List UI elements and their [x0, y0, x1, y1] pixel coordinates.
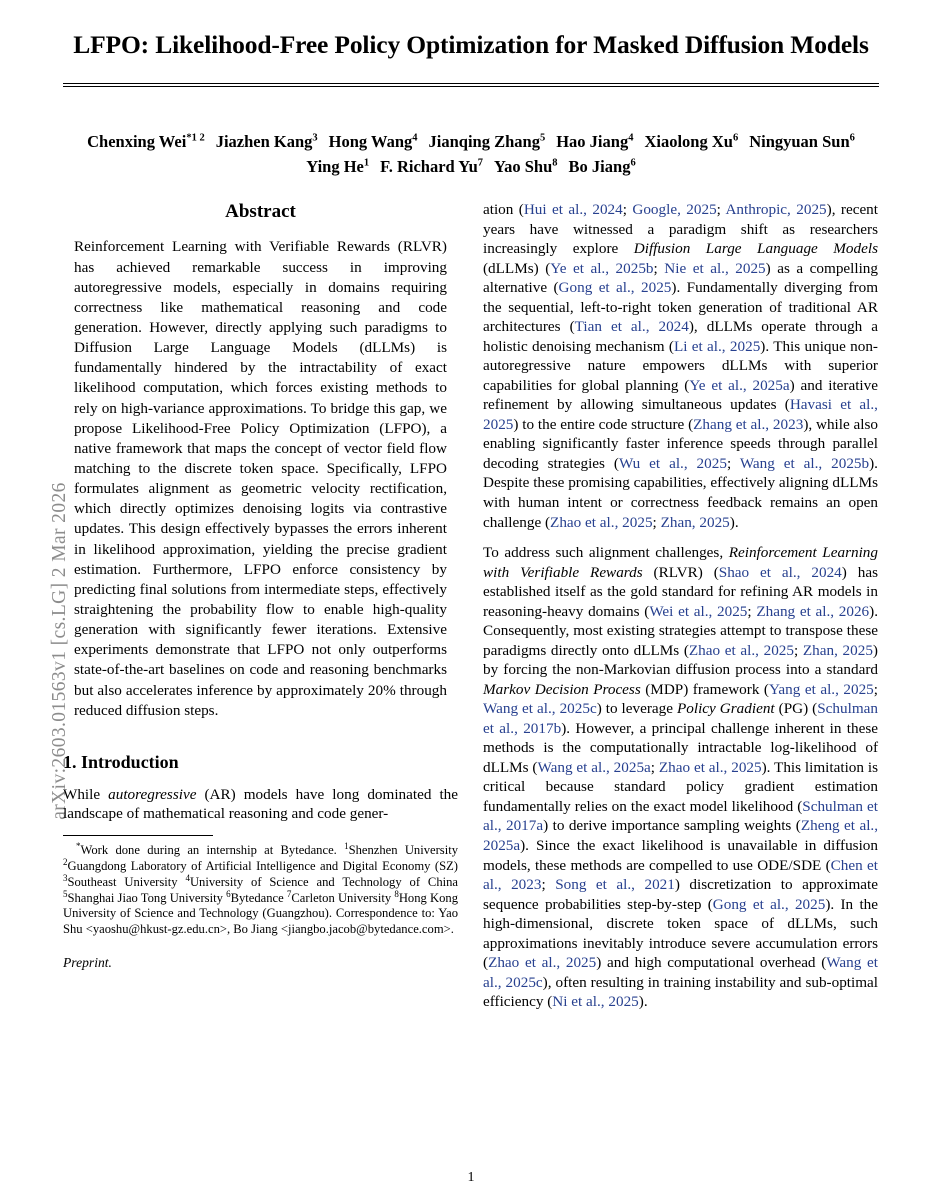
body-text: ; — [793, 641, 803, 659]
author-name: Bo Jiang$^6$ — [568, 157, 636, 177]
author-name: Hao Jiang$^4$ — [556, 131, 634, 151]
citation-link[interactable]: Ye et al., 2025a — [689, 376, 790, 394]
right-paragraph-1 — [483, 200, 878, 532]
emphasis-text: Policy Gradient — [677, 700, 775, 718]
author-name: Ying He$^1$ — [306, 157, 370, 177]
body-text: ). In the high-dimensional, discrete token space of dLLMs, such approximations inevitably introduce severe accumulation errors ( — [483, 895, 879, 972]
author-name: Yao Shu$^8$ — [494, 157, 558, 177]
body-text: (PG) ( — [774, 700, 818, 718]
page-title: LFPO: Likelihood-Free Policy Optimization for Masked Diffusion Models — [73, 30, 869, 59]
body-text: ; — [716, 201, 726, 218]
body-text: ) to the entire code structure ( — [513, 415, 694, 433]
body-text: ). However, a principal challenge inherent in these methods is the computationally intractable log-likelihood of dLLMs ( — [483, 719, 879, 776]
footnote-affiliation-mark: 6 — [226, 888, 231, 899]
intro-paragraph-1 — [63, 785, 458, 824]
body-text: ) and high computational overhead ( — [596, 954, 827, 972]
author-name: Hong Wang$^4$ — [328, 131, 418, 151]
citation-link[interactable]: Zhao et al., 2025 — [658, 758, 762, 776]
citation-link[interactable]: Ni et al., 2025 — [552, 993, 639, 1011]
author-affiliation-mark: 6 — [732, 132, 739, 144]
citation-link[interactable]: Zhao et al., 2025 — [550, 513, 653, 531]
body-text: ; — [541, 876, 556, 894]
author-name: Jiazhen Kang$^3$ — [215, 131, 318, 151]
paper-page — [63, 0, 879, 1200]
citation-link[interactable]: Schulman et al., 2017b — [483, 700, 878, 737]
citation-link[interactable]: Zhang et al., 2023 — [693, 415, 804, 433]
body-text: ), recent years have witnessed a paradigm shift as researchers increasingly explore — [483, 201, 878, 258]
author-affiliation-mark: 3 — [312, 132, 318, 144]
citation-link[interactable]: Wei et al., 2025 — [649, 602, 748, 620]
body-text: ). This unique non-autoregressive nature empowers dLLMs with superior capabilities for global planning ( — [483, 337, 878, 394]
body-text: (MDP) framework ( — [640, 680, 769, 698]
footnote-affiliation-mark: 8 — [394, 888, 399, 899]
body-text: (RLVR) ( — [642, 563, 719, 581]
author-name: Jianqing Zhang$^5$ — [428, 131, 546, 151]
footnote-block — [63, 840, 458, 938]
body-text: ) has established itself as the gold standard for refining AR models in reasoning-heavy domains ( — [483, 563, 878, 620]
preprint-label: Preprint. — [63, 955, 112, 971]
citation-link[interactable]: Hui et al., 2024 — [523, 201, 623, 218]
emphasis-text: Diffusion Large Language Models — [633, 240, 878, 258]
citation-link[interactable]: Zhang et al., 2026 — [756, 602, 870, 620]
intro-text-start: While — [63, 785, 109, 803]
footnote-affiliation-mark: 7 — [286, 888, 292, 899]
body-text: ). Fundamentally diverging from the sequential, left-to-right token generation of traditional AR architectures ( — [483, 279, 879, 336]
body-text: ). Despite these promising capabilities, effectively aligning dLLMs with human intent or correctness feedback remains an open challenge ( — [483, 454, 878, 531]
citation-link[interactable]: Havasi et al., 2025 — [483, 396, 878, 433]
intro-text-italic: autoregressive — [108, 785, 197, 803]
citation-link[interactable]: Wang et al., 2025b — [739, 454, 870, 472]
title-divider — [63, 83, 879, 87]
body-text: ). This limitation is critical because standard policy gradient estimation fundamentally relies on the exact model likelihood ( — [483, 758, 878, 815]
author-affiliation-mark: 8 — [552, 157, 558, 169]
citation-link[interactable]: Gong et al., 2025 — [712, 895, 826, 913]
citation-link[interactable]: Nie et al., 2025 — [664, 259, 766, 277]
footnote-affiliation-mark: 5 — [63, 888, 68, 899]
abstract-body: Reinforcement Learning with Verifiable Rewards (RLVR) has achieved remarkable success in improving autoregressive models, especially in domains requiring correctness like mathematical reasoning and code generation. However, directly applying such paradigms to Diffusion Large Language Models (dLLMs) is fundamentally hindered by the intractability of exact likelihood computation, which forces existing methods to rely on high-variance approximations. To bridge this gap, we propose Likelihood-Free Policy Optimization (LFPO), a native framework that maps the concept of vector field flow matching to the discrete token space. Specifically, LFPO formulates alignment as geometric velocity rectification, which directly optimizes denoising logits via contrastive updates. This design effectively bypasses the errors inherent in likelihood approximation, yielding the precise gradient estimation. Furthermore, LFPO enforce consistency by predicting final solutions from intermediate steps, effectively straightening the probability flow to enable high-quality generation with significantly fewer iterations. Extensive experiments demonstrate that LFPO not only outperforms state-of-the-art baselines on code and reasoning benchmarks but also accelerates inference by approximately 20% through reduced diffusion steps. — [74, 238, 447, 719]
footnote-star-note: Work done during an internship at Bytedance. — [80, 842, 345, 857]
footnote-affiliation-text: Shenzhen University — [348, 842, 458, 857]
citation-link[interactable]: Chen et al., 2023 — [483, 856, 878, 894]
author-affiliation-mark: 6 — [849, 132, 855, 144]
body-text: ; — [873, 680, 878, 698]
right-column — [483, 200, 878, 1023]
body-text: ) discretization to approximate sequence probabilities step-by-step ( — [483, 876, 878, 913]
author-affiliation-mark: 4 — [412, 132, 418, 144]
author-line — [63, 154, 879, 180]
body-text: ) and iterative refinement by allowing simultaneous updates ( — [483, 376, 878, 414]
footnote-affiliation-mark: 3 — [63, 872, 68, 883]
citation-link[interactable]: Schulman et al., 2017a — [483, 797, 879, 835]
section-heading-introduction: 1. Introduction — [63, 751, 179, 772]
author-affiliation-mark: 5 — [539, 132, 546, 144]
citation-link[interactable]: Ye et al., 2025b — [550, 259, 654, 277]
author-line — [63, 129, 879, 155]
body-text: ). — [638, 993, 648, 1011]
footnote-affiliation-text: Shanghai Jiao Tong University — [67, 890, 227, 905]
body-text: ), dLLMs operate through a holistic denoising mechanism ( — [483, 318, 879, 355]
author-affiliation-mark: 7 — [477, 157, 484, 169]
body-text: ) by forcing the non-Markovian diffusion process into a standard — [483, 641, 878, 679]
two-column-body — [63, 200, 879, 1023]
footnote-correspondence: Correspondence to: Yao Shu <yaoshu@hkust-gz.edu.cn>, Bo Jiang <jiangbo.jacob@bytedance.com>. — [63, 906, 458, 937]
arxiv-stamp: arXiv:2603.01563v1 [cs.LG] 2 Mar 2026 — [49, 482, 70, 820]
author-list — [63, 129, 879, 180]
footnote-affiliation-mark: 1 — [344, 840, 349, 851]
body-text: (dLLMs) ( — [483, 259, 551, 277]
body-text: ; — [653, 259, 665, 277]
author-name: Chenxing Wei$^{*1 2}$ — [87, 131, 205, 151]
emphasis-text: Markov Decision Process — [483, 680, 641, 698]
footnote-affiliation-text: Guangdong Laboratory of Artificial Intelligence and Digital Economy (SZ) — [67, 858, 458, 873]
body-text: ; — [650, 758, 659, 776]
author-name: Ningyuan Sun$^6$ — [749, 131, 855, 151]
body-text: To address such alignment challenges, — [483, 544, 729, 562]
footnote-affiliation-text: Bytedance — [230, 890, 287, 905]
citation-link[interactable]: Zhao et al., 2025 — [688, 641, 794, 659]
citation-link[interactable]: Shao et al., 2024 — [718, 563, 842, 581]
author-name: Xiaolong Xu$^6$ — [644, 131, 739, 151]
citation-link[interactable]: Tian et al., 2024 — [574, 318, 689, 336]
emphasis-text: Reinforcement Learning with Verifiable Rewards — [483, 544, 878, 581]
footnote-affiliation-text: Southeast University — [67, 874, 186, 889]
footnote-affiliation-mark: 4 — [185, 872, 190, 883]
citation-link[interactable]: Song et al., 2021 — [555, 876, 675, 894]
citation-link[interactable]: Gong et al., 2025 — [558, 279, 672, 297]
author-name: F. Richard Yu$^7$ — [380, 157, 484, 177]
citation-link[interactable]: Wu et al., 2025 — [618, 454, 727, 472]
abstract-heading: Abstract — [225, 201, 296, 222]
author-affiliation-mark: 1 — [363, 157, 370, 169]
body-text: ; — [726, 454, 740, 472]
body-text: ) to derive importance sampling weights ( — [543, 817, 801, 835]
citation-link[interactable]: Li et al., 2025 — [673, 337, 761, 355]
citation-link[interactable]: Yang et al., 2025 — [768, 680, 874, 698]
body-text: ; — [747, 602, 757, 620]
author-affiliation-mark: *1 2 — [186, 132, 205, 144]
citation-link[interactable]: Wang et al., 2025c — [483, 954, 878, 991]
footnote-affiliation-text: Hong Kong University of Science and Technology (Guangzhou). — [63, 890, 458, 921]
body-text: ). Consequently, most existing strategies attempt to transpose these paradigms directly onto dLLMs ( — [483, 602, 879, 659]
body-text: ; — [652, 513, 661, 531]
left-column — [63, 200, 458, 1023]
citation-link[interactable]: Zhao et al., 2025 — [488, 954, 597, 972]
citation-link[interactable]: Zhan, 2025 — [660, 513, 730, 531]
body-text: ). Since the exact likelihood is unavailable in diffusion models, these methods are compelled to use ODE/SDE ( — [483, 837, 878, 874]
body-text: ) to leverage — [596, 700, 677, 718]
body-text: ) as a compelling alternative ( — [483, 259, 878, 297]
footnote-divider — [63, 835, 213, 836]
intro-text-end: (AR) models have long dominated the landscape of mathematical reasoning and code gener- — [63, 785, 459, 823]
citation-link[interactable]: Google, 2025 — [632, 201, 717, 218]
body-text: ; — [622, 201, 633, 218]
citation-link[interactable]: Wang et al., 2025a — [537, 758, 651, 776]
footnote-affiliation-mark: 2 — [63, 856, 68, 867]
body-text: ), while also enabling significantly faster inference speeds through parallel decoding strategies ( — [483, 415, 879, 472]
citation-link[interactable]: Zhan, 2025 — [802, 641, 873, 659]
page-number: 1 — [467, 1170, 475, 1185]
citation-link[interactable]: Anthropic, 2025 — [725, 201, 827, 218]
citation-link[interactable]: Zheng et al., 2025a — [483, 817, 879, 854]
author-affiliation-mark: 4 — [628, 132, 634, 144]
body-text: ), often resulting in training instability and sub-optimal efficiency ( — [483, 973, 879, 1011]
author-affiliation-mark: 6 — [630, 157, 636, 169]
footnote-affiliation-text: Carleton University — [291, 890, 395, 905]
citation-link[interactable]: Wang et al., 2025c — [483, 700, 597, 718]
right-paragraph-2 — [483, 543, 878, 1012]
body-text: ation ( — [483, 201, 524, 218]
footnote-star-mark: * — [76, 840, 81, 851]
body-text: ). — [729, 513, 739, 531]
footnote-affiliation-text: University of Science and Technology of China — [189, 874, 458, 889]
